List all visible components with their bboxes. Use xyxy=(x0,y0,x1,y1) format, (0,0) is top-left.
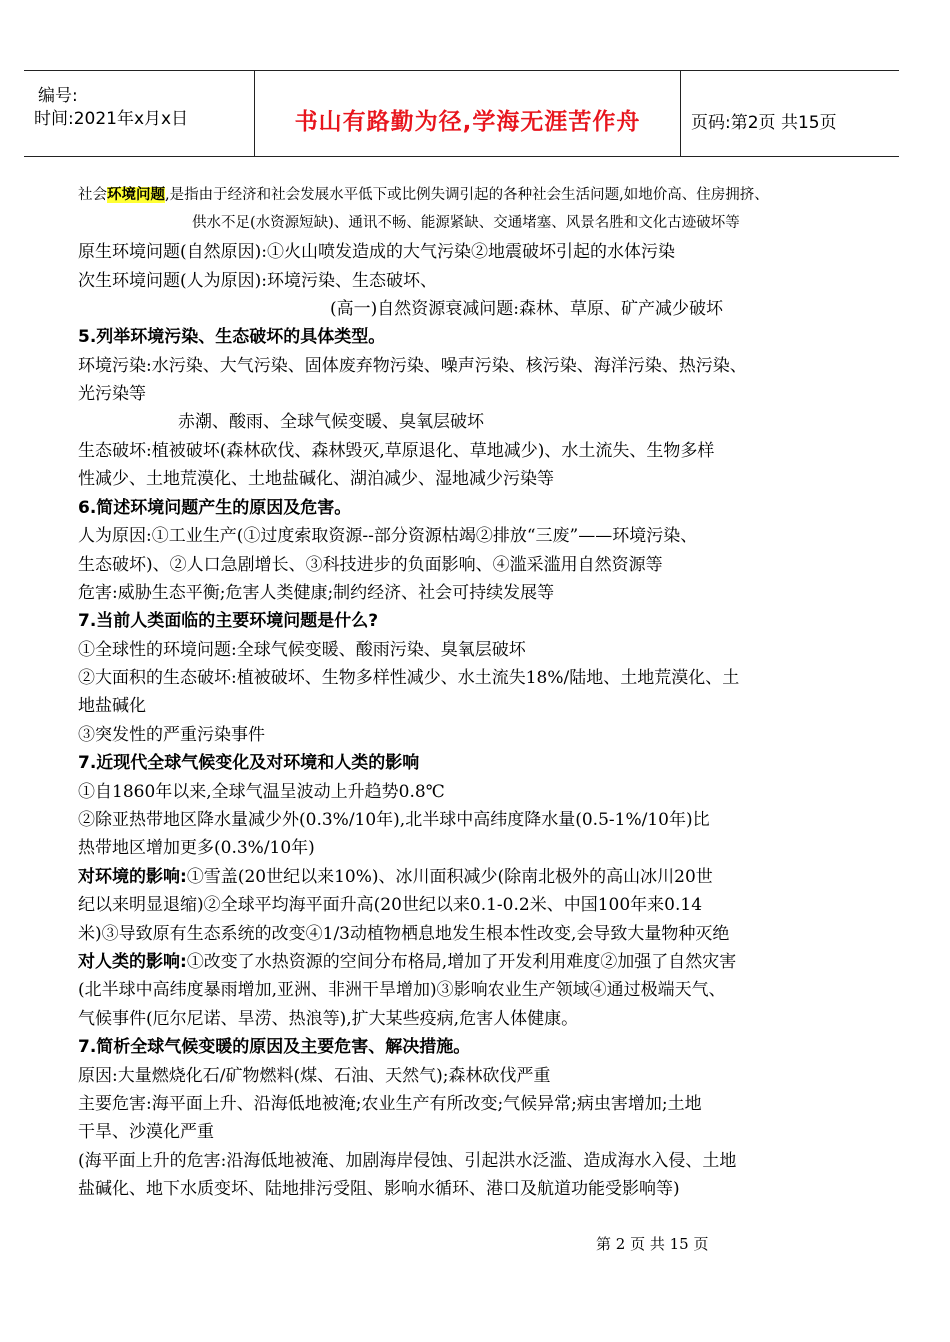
text-line: 纪以来明显退缩)②全球平均海平面升高(20世纪以来0.1-0.2米、中国100年来0.14 xyxy=(78,895,703,915)
text-span: 社会 xyxy=(78,187,107,203)
text-line: 人为原因:①工业生产(①过度索取资源--部分资源枯竭②排放“三废”——环境污染、 xyxy=(78,526,698,546)
text-line: 生态破坏:植被破坏(森林砍伐、森林毁灭,草原退化、草地减少)、水土流失、生物多样 xyxy=(78,441,715,461)
text-line: 热带地区增加更多(0.3%/10年) xyxy=(78,838,315,858)
text-line: 干旱、沙漠化严重 xyxy=(78,1122,214,1142)
text-line: 危害:威胁生态平衡;危害人类健康;制约经济、社会可持续发展等 xyxy=(78,583,555,603)
text-line xyxy=(78,185,769,205)
text-span: ①雪盖(20世纪以来10%)、冰川面积减少(除南北极外的高山冰川20世 xyxy=(186,867,713,887)
inline-heading: 对环境的影响: xyxy=(78,867,187,887)
header-middle-cell xyxy=(255,71,681,156)
text-line: 次生环境问题(人为原因):环境污染、生态破坏、 xyxy=(78,271,437,291)
inline-heading: 对人类的影响: xyxy=(78,952,187,972)
text-line: (北半球中高纬度暴雨增加,亚洲、非洲干旱增加)③影响农业生产领域④通过极端天气、 xyxy=(78,980,726,1000)
text-line: 赤潮、酸雨、全球气候变暖、臭氧层破坏 xyxy=(178,412,484,432)
text-line: 性减少、土地荒漠化、土地盐碱化、湖泊减少、湿地减少污染等 xyxy=(78,469,554,489)
text-line: 原生环境问题(自然原因):①火山喷发造成的大气污染②地震破坏引起的水体污染 xyxy=(78,242,675,262)
text-line: 供水不足(水资源短缺)、通讯不畅、能源紧缺、交通堵塞、风景名胜和文化古迹破坏等 xyxy=(192,215,740,231)
code-label: 编号: xyxy=(38,86,78,106)
section-heading: 7.简析全球气候变暖的原因及主要危害、解决措施。 xyxy=(78,1037,471,1057)
header-left-cell xyxy=(24,71,255,156)
text-line: (高一)自然资源衰减问题:森林、草原、矿产减少破坏 xyxy=(330,299,723,319)
text-line: 盐碱化、地下水质变坏、陆地排污受阻、影响水循环、港口及航道功能受影响等) xyxy=(78,1179,680,1199)
text-line: (海平面上升的危害:沿海低地被淹、加剧海岸侵蚀、引起洪水泛滥、造成海水入侵、土地 xyxy=(78,1151,737,1171)
motto: 书山有路勤为径,学海无涯苦作舟 xyxy=(294,109,641,135)
page-info: 页码:第2页 共15页 xyxy=(691,113,837,133)
page-header xyxy=(24,70,899,157)
text-line: 原因:大量燃烧化石/矿物燃料(煤、石油、天然气);森林砍伐严重 xyxy=(78,1066,551,1086)
text-line: 光污染等 xyxy=(78,384,146,404)
text-line xyxy=(78,867,713,887)
text-line: 生态破坏)、②人口急剧增长、③科技进步的负面影响、④滥采滥用自然资源等 xyxy=(78,555,663,575)
text-line: ③突发性的严重污染事件 xyxy=(78,725,265,745)
header-right-cell xyxy=(681,71,899,156)
text-span: ,是指由于经济和社会发展水平低下或比例失调引起的各种社会生活问题,如地价高、住房拥挤、 xyxy=(165,187,769,203)
section-heading: 6.简述环境问题产生的原因及危害。 xyxy=(78,498,352,518)
text-line: ②除亚热带地区降水量减少外(0.3%/10年),北半球中高纬度降水量(0.5-1%/10年)比 xyxy=(78,810,710,830)
text-line: ①自1860年以来,全球气温呈波动上升趋势0.8℃ xyxy=(78,782,445,802)
text-line: 环境污染:水污染、大气污染、固体废弃物污染、噪声污染、核污染、海洋污染、热污染、 xyxy=(78,356,747,376)
section-heading: 7.近现代全球气候变化及对环境和人类的影响 xyxy=(78,753,420,773)
section-heading: 5.列举环境污染、生态破坏的具体类型。 xyxy=(78,327,386,347)
text-line: 气候事件(厄尔尼诺、旱涝、热浪等),扩大某些疫病,危害人体健康。 xyxy=(78,1009,579,1029)
highlight-term: 环境问题 xyxy=(107,187,165,203)
text-span: ①改变了水热资源的空间分布格局,增加了开发利用难度②加强了自然灾害 xyxy=(186,952,737,972)
time-label: 时间:2021年x月x日 xyxy=(34,109,189,129)
section-heading: 7.当前人类面临的主要环境问题是什么? xyxy=(78,611,379,631)
text-line: ①全球性的环境问题:全球气候变暖、酸雨污染、臭氧层破坏 xyxy=(78,640,526,660)
text-line: 地盐碱化 xyxy=(78,696,146,716)
text-line: 主要危害:海平面上升、沿海低地被淹;农业生产有所改变;气候异常;病虫害增加;土地 xyxy=(78,1094,702,1114)
text-line: 米)③导致原有生态系统的改变④1/3动植物栖息地发生根本性改变,会导致大量物种灭绝 xyxy=(78,924,730,944)
text-line xyxy=(78,952,736,972)
page-footer: 第 2 页 共 15 页 xyxy=(596,1235,709,1253)
text-line: ②大面积的生态破坏:植被破坏、生物多样性减少、水土流失18%/陆地、土地荒漠化、土 xyxy=(78,668,740,688)
